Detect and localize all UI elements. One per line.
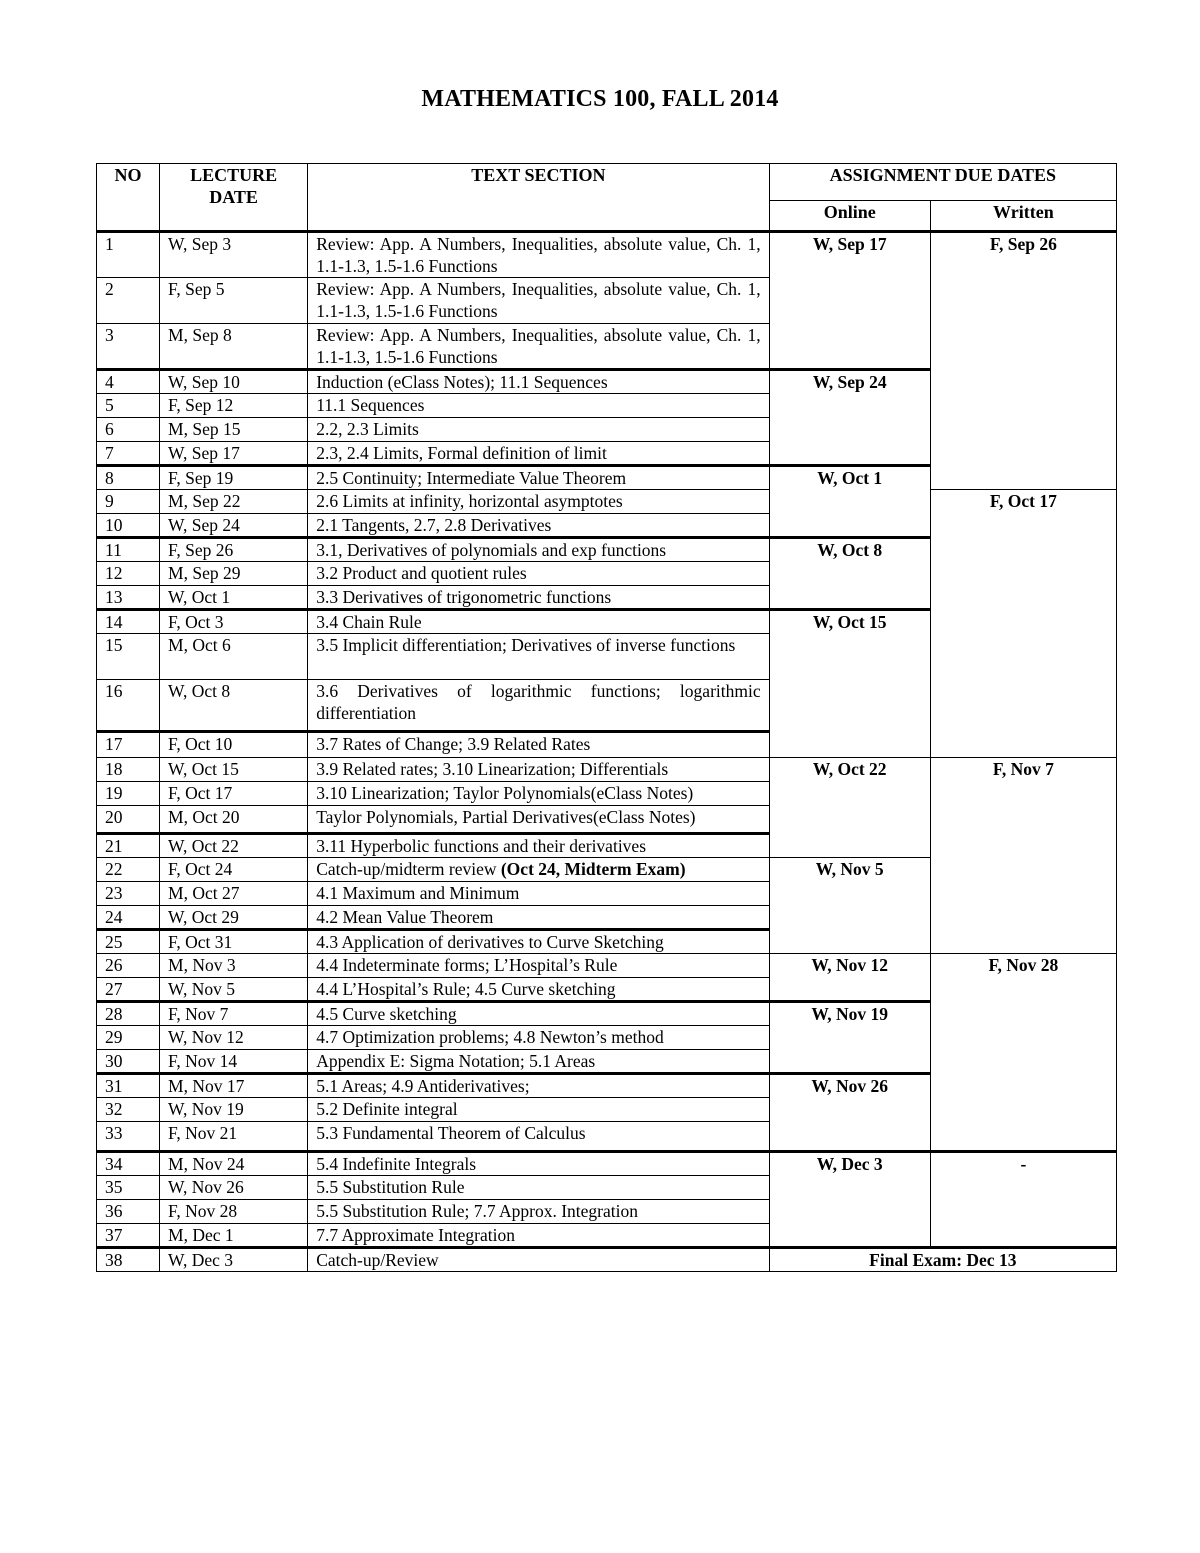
lecture-number: 29: [97, 1026, 160, 1050]
lecture-date: F, Oct 24: [160, 858, 308, 882]
text-section-label: 5.3 Fundamental Theorem of Calculus: [316, 1123, 586, 1143]
lecture-date: W, Nov 19: [160, 1098, 308, 1122]
lecture-date: W, Oct 22: [160, 834, 308, 858]
table-row: [97, 1152, 1117, 1176]
text-section-label: 3.11 Hyperbolic functions and their derivatives: [316, 836, 647, 856]
text-section-label: Catch-up/Review: [316, 1250, 439, 1270]
lecture-date: W, Sep 10: [160, 370, 308, 394]
text-section-label: 4.4 L’Hospital’s Rule; 4.5 Curve sketching: [316, 979, 616, 999]
lecture-number: 9: [97, 490, 160, 514]
text-section: [308, 324, 769, 370]
table-row: [97, 1248, 1117, 1272]
text-section: [308, 1122, 769, 1152]
text-section: [308, 1050, 769, 1074]
text-section: [308, 370, 769, 394]
lecture-number: 32: [97, 1098, 160, 1122]
text-section-label: 4.5 Curve sketching: [316, 1004, 457, 1024]
lecture-number: 23: [97, 882, 160, 906]
text-section-label: 2.6 Limits at infinity, horizontal asymptotes: [316, 491, 623, 511]
text-section-label: 4.4 Indeterminate forms; L’Hospital’s Rule: [316, 955, 618, 975]
text-section: [308, 1026, 769, 1050]
lecture-date: F, Sep 12: [160, 394, 308, 418]
lecture-number: 15: [97, 634, 160, 680]
lecture-number: 5: [97, 394, 160, 418]
text-section: [308, 954, 769, 978]
lecture-date: W, Nov 26: [160, 1176, 308, 1200]
lecture-number: 7: [97, 442, 160, 466]
text-section-label: Review: App. A Numbers, Inequalities, absolute value, Ch. 1, 1.1-1.3, 1.5-1.6 Functions: [316, 234, 761, 276]
lecture-number: 3: [97, 324, 160, 370]
text-section: [308, 978, 769, 1002]
text-section: [308, 1200, 769, 1224]
text-section-label: 7.7 Approximate Integration: [316, 1225, 515, 1245]
text-section: [308, 466, 769, 490]
text-section-label: 3.7 Rates of Change; 3.9 Related Rates: [316, 734, 591, 754]
text-section-label: 2.5 Continuity; Intermediate Value Theorem: [316, 468, 627, 488]
table-row: [97, 954, 1117, 978]
text-section: [308, 858, 769, 882]
lecture-date: W, Oct 15: [160, 758, 308, 782]
online-due-date: W, Nov 5: [769, 858, 930, 954]
lecture-date: F, Oct 3: [160, 610, 308, 634]
lecture-number: 12: [97, 562, 160, 586]
text-section-label: 4.2 Mean Value Theorem: [316, 907, 494, 927]
lecture-date: M, Nov 24: [160, 1152, 308, 1176]
text-section-label: 3.10 Linearization; Taylor Polynomials(eClass Notes): [316, 783, 694, 803]
text-section: [308, 514, 769, 538]
text-section: [308, 1074, 769, 1098]
text-section: [308, 1176, 769, 1200]
lecture-date: W, Oct 1: [160, 586, 308, 610]
text-section: [308, 232, 769, 278]
text-section-label: Review: App. A Numbers, Inequalities, absolute value, Ch. 1, 1.1-1.3, 1.5-1.6 Functions: [316, 325, 761, 367]
online-due-date: W, Oct 1: [769, 466, 930, 538]
lecture-number: 22: [97, 858, 160, 882]
text-section: [308, 490, 769, 514]
lecture-number: 24: [97, 906, 160, 930]
lecture-date: M, Sep 29: [160, 562, 308, 586]
lecture-date: F, Sep 19: [160, 466, 308, 490]
online-due-date: W, Nov 19: [769, 1002, 930, 1074]
written-due-date: F, Nov 28: [930, 954, 1116, 1152]
text-section-label: 4.1 Maximum and Minimum: [316, 883, 520, 903]
lecture-date: F, Oct 10: [160, 732, 308, 758]
lecture-date: F, Oct 17: [160, 782, 308, 806]
text-section-label: 3.6 Derivatives of logarithmic functions; logarithmic differentiation: [316, 681, 761, 723]
lecture-number: 27: [97, 978, 160, 1002]
text-section-label: 5.5 Substitution Rule; 7.7 Approx. Integration: [316, 1201, 638, 1221]
text-section: [308, 758, 769, 782]
text-section: [308, 834, 769, 858]
table-row: [97, 758, 1117, 782]
text-section-label: 2.2, 2.3 Limits: [316, 419, 419, 439]
lecture-date: F, Sep 5: [160, 278, 308, 324]
header-text-section: TEXT SECTION: [308, 164, 769, 232]
lecture-date: W, Oct 29: [160, 906, 308, 930]
text-section: [308, 732, 769, 758]
lecture-number: 16: [97, 680, 160, 732]
text-section: [308, 1002, 769, 1026]
lecture-number: 25: [97, 930, 160, 954]
text-section: [308, 586, 769, 610]
text-section: [308, 610, 769, 634]
lecture-date: W, Sep 24: [160, 514, 308, 538]
final-exam-date: Final Exam: Dec 13: [769, 1248, 1116, 1272]
written-due-date: F, Sep 26: [930, 232, 1116, 490]
lecture-date: F, Nov 14: [160, 1050, 308, 1074]
text-section-label: 5.4 Indefinite Integrals: [316, 1154, 477, 1174]
online-due-date: W, Dec 3: [769, 1152, 930, 1248]
lecture-date: M, Sep 15: [160, 418, 308, 442]
lecture-number: 26: [97, 954, 160, 978]
text-section: [308, 806, 769, 834]
online-due-date: W, Oct 15: [769, 610, 930, 758]
lecture-number: 14: [97, 610, 160, 634]
table-row: [97, 490, 1117, 514]
text-section: [308, 538, 769, 562]
document-title: MATHEMATICS 100, FALL 2014: [421, 86, 779, 112]
text-section: [308, 680, 769, 732]
text-section: [308, 782, 769, 806]
lecture-number: 2: [97, 278, 160, 324]
text-section: [308, 1152, 769, 1176]
text-section-label: 3.9 Related rates; 3.10 Linearization; Differentials: [316, 759, 669, 779]
text-section-label: 3.3 Derivatives of trigonometric functions: [316, 587, 612, 607]
text-section-label: 5.5 Substitution Rule: [316, 1177, 465, 1197]
lecture-date: M, Oct 20: [160, 806, 308, 834]
lecture-date: F, Nov 28: [160, 1200, 308, 1224]
lecture-date: W, Nov 5: [160, 978, 308, 1002]
lecture-date: M, Nov 3: [160, 954, 308, 978]
header-row: [97, 164, 1117, 201]
text-section: [308, 930, 769, 954]
online-due-date: W, Oct 22: [769, 758, 930, 858]
lecture-number: 38: [97, 1248, 160, 1272]
text-section-label: Induction (eClass Notes); 11.1 Sequences: [316, 372, 608, 392]
lecture-number: 17: [97, 732, 160, 758]
lecture-date: W, Oct 8: [160, 680, 308, 732]
lecture-date: F, Sep 26: [160, 538, 308, 562]
schedule-table: [96, 163, 1117, 1272]
lecture-number: 37: [97, 1224, 160, 1248]
lecture-number: 1: [97, 232, 160, 278]
lecture-number: 20: [97, 806, 160, 834]
written-due-date: F, Nov 7: [930, 758, 1116, 954]
text-section: [308, 1098, 769, 1122]
schedule-body: [97, 232, 1117, 1272]
online-due-date: W, Sep 24: [769, 370, 930, 466]
lecture-date: F, Nov 21: [160, 1122, 308, 1152]
lecture-number: 19: [97, 782, 160, 806]
lecture-number: 30: [97, 1050, 160, 1074]
lecture-date: W, Nov 12: [160, 1026, 308, 1050]
lecture-number: 31: [97, 1074, 160, 1098]
lecture-number: 33: [97, 1122, 160, 1152]
lecture-number: 10: [97, 514, 160, 538]
lecture-number: 18: [97, 758, 160, 782]
text-section: [308, 278, 769, 324]
text-section: [308, 906, 769, 930]
header-online: Online: [769, 201, 930, 232]
lecture-number: 28: [97, 1002, 160, 1026]
lecture-date: F, Oct 31: [160, 930, 308, 954]
online-due-date: W, Oct 8: [769, 538, 930, 610]
header-no: NO: [97, 164, 160, 232]
lecture-date: M, Oct 27: [160, 882, 308, 906]
text-section-label: 2.3, 2.4 Limits, Formal definition of limit: [316, 443, 607, 463]
lecture-number: 21: [97, 834, 160, 858]
text-section: [308, 634, 769, 680]
text-section: [308, 882, 769, 906]
lecture-date: W, Sep 17: [160, 442, 308, 466]
lecture-number: 8: [97, 466, 160, 490]
lecture-date: M, Sep 22: [160, 490, 308, 514]
header-lecture-date: LECTURE DATE: [160, 164, 308, 232]
lecture-number: 11: [97, 538, 160, 562]
text-section-label: 2.1 Tangents, 2.7, 2.8 Derivatives: [316, 515, 552, 535]
header-written: Written: [930, 201, 1116, 232]
text-section-label: 4.7 Optimization problems; 4.8 Newton’s method: [316, 1027, 664, 1047]
midterm-exam-note: (Oct 24, Midterm Exam): [500, 859, 686, 879]
header-assignment-due-dates: ASSIGNMENT DUE DATES: [769, 164, 1116, 201]
online-due-date: W, Nov 26: [769, 1074, 930, 1152]
text-section-label: 5.2 Definite integral: [316, 1099, 458, 1119]
written-due-date: F, Oct 17: [930, 490, 1116, 758]
online-due-date: W, Nov 12: [769, 954, 930, 1002]
text-section-label: 3.4 Chain Rule: [316, 612, 422, 632]
lecture-number: 36: [97, 1200, 160, 1224]
text-section-label: Taylor Polynomials, Partial Derivatives(eClass Notes): [316, 807, 696, 827]
table-row: [97, 232, 1117, 278]
text-section: [308, 418, 769, 442]
text-section-label: 3.2 Product and quotient rules: [316, 563, 527, 583]
text-section: [308, 394, 769, 418]
lecture-date: M, Sep 8: [160, 324, 308, 370]
text-section: [308, 1248, 769, 1272]
lecture-date: W, Dec 3: [160, 1248, 308, 1272]
text-section-label: Catch-up/midterm review: [316, 859, 501, 879]
lecture-date: W, Sep 3: [160, 232, 308, 278]
lecture-number: 6: [97, 418, 160, 442]
lecture-date: F, Nov 7: [160, 1002, 308, 1026]
text-section: [308, 442, 769, 466]
lecture-date: M, Oct 6: [160, 634, 308, 680]
text-section: [308, 562, 769, 586]
written-due-date: -: [930, 1152, 1116, 1248]
lecture-number: 35: [97, 1176, 160, 1200]
text-section: [308, 1224, 769, 1248]
text-section-label: 3.5 Implicit differentiation; Derivatives of inverse functions: [316, 635, 736, 655]
text-section-label: 5.1 Areas; 4.9 Antiderivatives;: [316, 1076, 530, 1096]
lecture-number: 13: [97, 586, 160, 610]
online-due-date: W, Sep 17: [769, 232, 930, 370]
text-section-label: 11.1 Sequences: [316, 395, 425, 415]
lecture-number: 34: [97, 1152, 160, 1176]
text-section-label: 3.1, Derivatives of polynomials and exp functions: [316, 540, 667, 560]
text-section-label: Appendix E: Sigma Notation; 5.1 Areas: [316, 1051, 596, 1071]
lecture-date: M, Nov 17: [160, 1074, 308, 1098]
lecture-number: 4: [97, 370, 160, 394]
text-section-label: 4.3 Application of derivatives to Curve Sketching: [316, 932, 664, 952]
lecture-date: M, Dec 1: [160, 1224, 308, 1248]
text-section-label: Review: App. A Numbers, Inequalities, absolute value, Ch. 1, 1.1-1.3, 1.5-1.6 Functions: [316, 279, 761, 321]
